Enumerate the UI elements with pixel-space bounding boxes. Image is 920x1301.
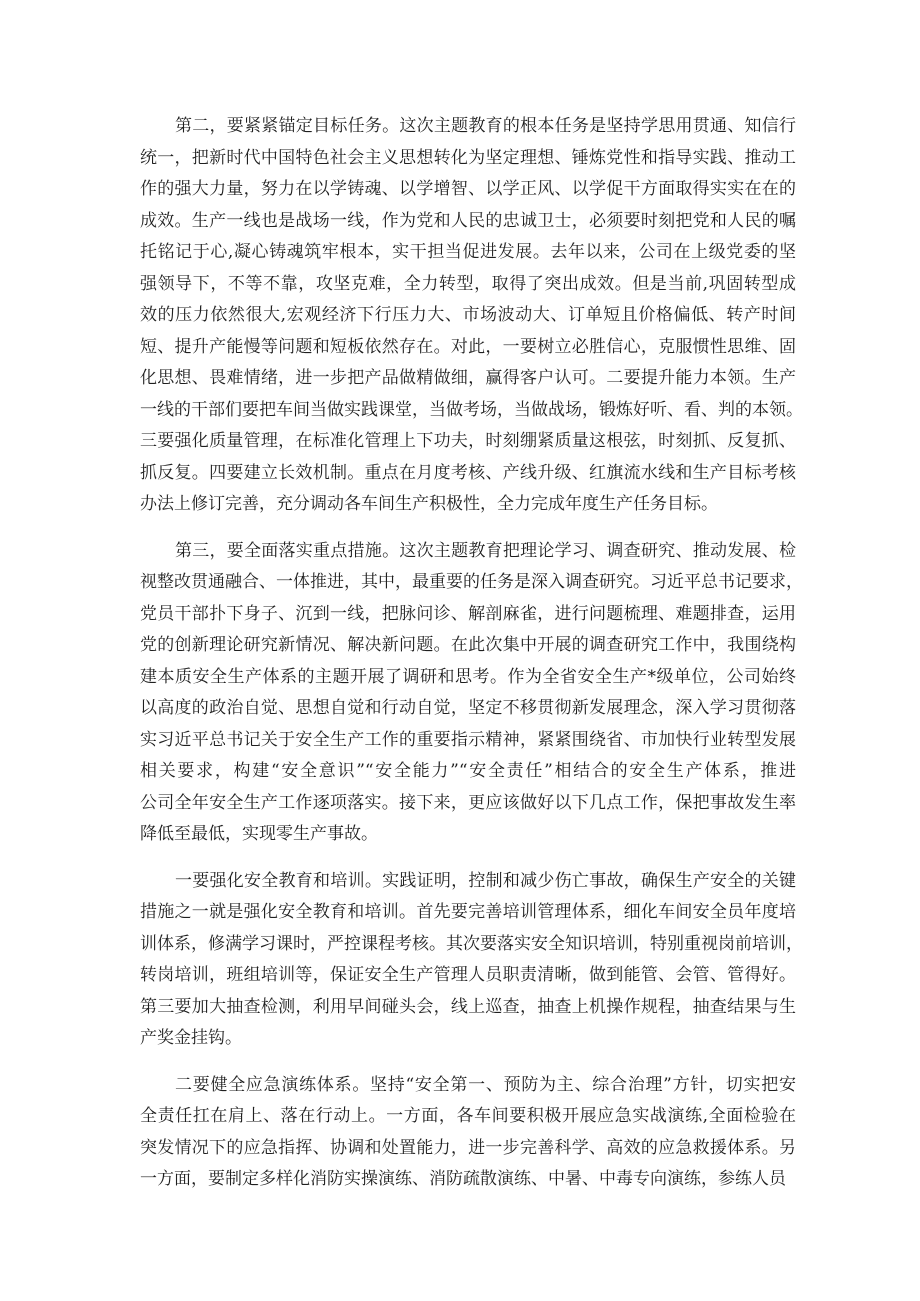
paragraph-3 [140, 866, 803, 1055]
document-body [140, 111, 803, 1211]
paragraph-line: 训体系，修满学习课时，严控课程考核。其次要落实安全知识培训，特别重视岗前培训， [140, 933, 803, 954]
paragraph-line: 以高度的政治自觉、思想自觉和行动自觉，坚定不移贯彻新发展理念，深入学习贯彻落 [140, 698, 796, 718]
paragraph-line: 统一，把新时代中国特色社会主义思想转化为坚定理想、锤炼党性和指导实践、推动工 [140, 147, 796, 168]
paragraph-line: 一要强化安全教育和培训。实践证明，控制和减少伤亡事故，确保生产安全的关键 [175, 870, 796, 891]
paragraph-line: 视整改贯通融合、一体推进，其中，最重要的任务是深入调查研究。习近平总书记要求， [140, 572, 803, 592]
paragraph-line: 降低至最低，实现零生产事故。 [140, 824, 378, 844]
paragraph-2 [140, 536, 803, 851]
paragraph-line: 全责任扛在肩上、落在行动上。一方面，各车间要积极开展应急实战演练,全面检验在 [140, 1106, 796, 1126]
paragraph-line: 一线的干部们要把车间当做实践课堂，当做考场，当做战场，锻炼好听、看、判的本领。 [140, 399, 803, 420]
paragraph-line: 效的压力依然很大,宏观经济下行压力大、市场波动大、订单短且价格偏低、转产时间 [140, 305, 796, 325]
paragraph-line: 措施之一就是强化安全教育和培训。首先要完善培训管理体系，细化车间安全员年度培 [140, 902, 796, 922]
paragraph-line: 强领导下，不等不靠，攻坚克难，全力转型，取得了突出成效。但是当前,巩固转型成 [140, 273, 796, 294]
paragraph-line: 作的强大力量，努力在以学铸魂、以学增智、以学正风、以学促干方面取得实实在在的 [140, 179, 796, 199]
paragraph-line: 相关要求，构建“安全意识”“安全能力”“安全责任”相结合的安全生产体系，推进 [140, 761, 796, 781]
paragraph-line: 三要强化质量管理，在标准化管理上下功夫，时刻绷紧质量这根弦，时刻抓、反复抓、 [140, 431, 796, 451]
paragraph-line: 建本质安全生产体系的主题开展了调研和思考。作为全省安全生产*级单位，公司始终 [140, 666, 796, 687]
paragraph-4 [140, 1070, 796, 1196]
paragraph-line: 突发情况下的应急指挥、协调和处置能力，进一步完善科学、高效的应急救援体系。另 [140, 1137, 796, 1158]
paragraph-line: 第二，要紧紧锚定目标任务。这次主题教育的根本任务是坚持学思用贯通、知信行 [175, 116, 796, 136]
paragraph-line: 托铭记于心,凝心铸魂筑牢根本，实干担当促进发展。去年以来，公司在上级党委的坚 [140, 242, 796, 262]
paragraph-line: 二要健全应急演练体系。坚持“安全第一、预防为主、综合治理”方针，切实把安 [175, 1074, 796, 1095]
paragraph-line: 党的创新理论研究新情况、解决新问题。在此次集中开展的调查研究工作中，我围绕构 [140, 635, 796, 655]
paragraph-line: 一方面，要制定多样化消防实操演练、消防疏散演练、中暑、中毒专向演练，参练人员 [140, 1169, 786, 1189]
paragraph-line: 产奖金挂钩。 [140, 1028, 242, 1048]
paragraph-1 [140, 111, 803, 521]
paragraph-line: 化思想、畏难情绪，进一步把产品做精做细，赢得客户认可。二要提升能力本领。生产 [140, 368, 796, 388]
paragraph-line: 公司全年安全生产工作逐项落实。接下来，更应该做好以下几点工作，保把事故发生率 [140, 792, 796, 813]
paragraph-line: 第三要加大抽查检测，利用早间碰头会，线上巡查，抽查上机操作规程，抽查结果与生 [140, 996, 796, 1017]
paragraph-line: 短、提升产能慢等问题和短板依然存在。对此，一要树立必胜信心，克服惯性思维、固 [140, 336, 796, 357]
paragraph-line: 党员干部扑下身子、沉到一线，把脉问诊、解剖麻雀，进行问题梳理、难题排查，运用 [140, 603, 796, 624]
paragraph-line: 抓反复。四要建立长效机制。重点在月度考核、产线升级、红旗流水线和生产目标考核 [140, 462, 796, 483]
paragraph-line: 转岗培训，班组培训等，保证安全生产管理人员职责清晰，做到能管、会管、管得好。 [140, 965, 796, 985]
paragraph-line: 实习近平总书记关于安全生产工作的重要指示精神，紧紧围绕省、市加快行业转型发展 [140, 729, 796, 750]
paragraph-line: 第三，要全面落实重点措施。这次主题教育把理论学习、调查研究、推动发展、检 [175, 540, 796, 561]
paragraph-line: 办法上修订完善，充分调动各车间生产积极性，全力完成年度生产任务目标。 [140, 494, 718, 514]
paragraph-line: 成效。生产一线也是战场一线，作为党和人民的忠诚卫士，必须要时刻把党和人民的嘱 [140, 210, 796, 231]
